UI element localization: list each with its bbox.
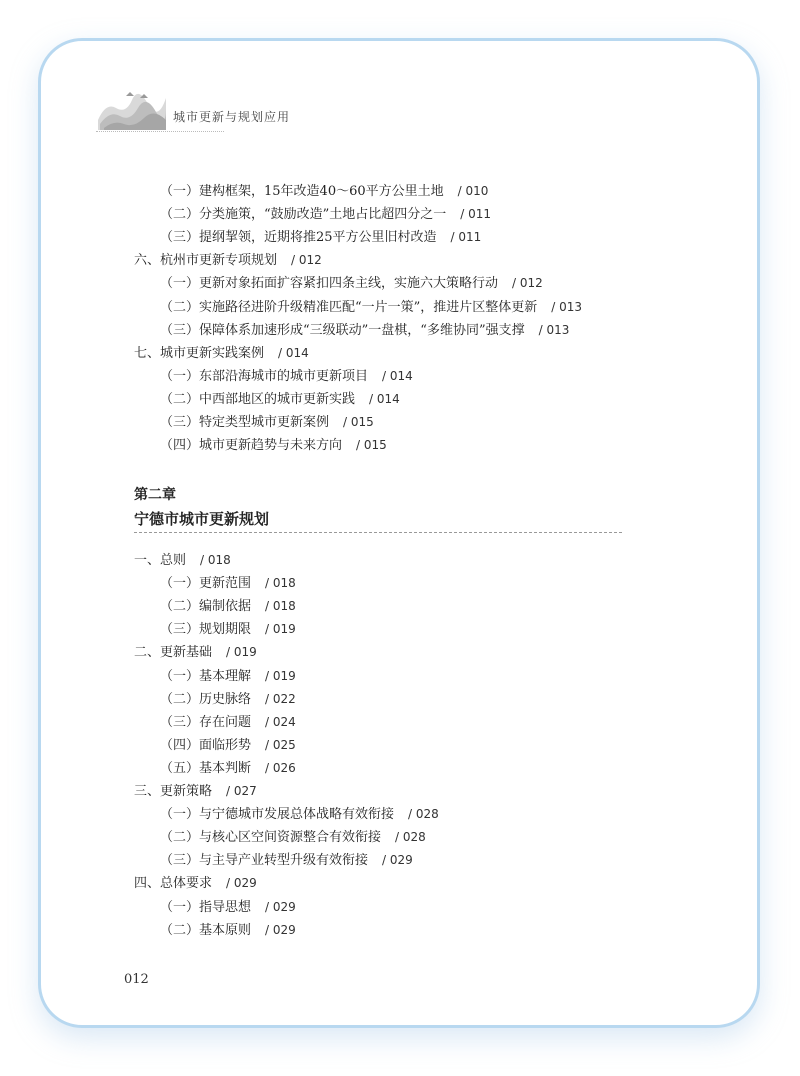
- toc-subsection-entry: [160, 228, 481, 247]
- chapter-number: 第二章: [134, 487, 176, 503]
- toc-entry-page: / 014: [382, 368, 413, 383]
- chapter-title: 宁德市城市更新规划: [134, 510, 270, 528]
- toc-entry-text: 三、更新策略: [134, 784, 213, 799]
- page-number: 012: [124, 972, 149, 987]
- toc-entry-page: / 029: [265, 899, 296, 914]
- header-landscape-logo: [96, 90, 168, 132]
- running-header-title: 城市更新与规划应用: [173, 110, 291, 124]
- toc-entry-text: 七、城市更新实践案例: [134, 345, 265, 361]
- toc-entry-page: / 010: [457, 184, 489, 198]
- toc-entry-page: / 015: [343, 415, 374, 429]
- toc-section-entry: [134, 551, 231, 570]
- toc-subsection-entry: [160, 274, 543, 293]
- toc-subsection-entry: [160, 921, 296, 940]
- toc-entry-page: / 028: [408, 807, 439, 822]
- toc-subsection-entry: [160, 205, 491, 224]
- toc-entry-page: / 029: [226, 876, 257, 891]
- toc-entry-text: （三）与主导产业转型升级有效衔接: [160, 853, 369, 869]
- toc-entry-text: （二）编制依据: [160, 599, 252, 615]
- toc-entry-text: （三）存在问题: [160, 714, 252, 730]
- toc-entry-text: （三）提纲挈领，近期将推25平方公里旧村改造: [160, 230, 437, 246]
- toc-entry-text: （一）建构框架，15年改造40～60平方公里土地: [160, 184, 444, 199]
- toc-subsection-entry: [160, 597, 296, 616]
- toc-subsection-entry: [160, 736, 296, 755]
- toc-subsection-entry: [160, 851, 413, 870]
- toc-entry-page: / 027: [226, 784, 257, 798]
- toc-subsection-entry: [160, 367, 413, 386]
- toc-subsection-entry: [160, 298, 582, 317]
- toc-entry-text: （二）基本原则: [160, 922, 252, 938]
- toc-entry-text: 四、总体要求: [134, 876, 213, 892]
- toc-entry-page: / 013: [538, 322, 570, 337]
- toc-entry-page: / 022: [265, 691, 296, 706]
- toc-entry-text: （五）基本判断: [160, 760, 252, 776]
- toc-entry-page: / 026: [265, 760, 296, 775]
- toc-section-entry: [134, 344, 309, 363]
- toc-entry-text: （一）与宁德城市发展总体战略有效衔接: [160, 807, 395, 823]
- toc-entry-page: / 019: [265, 668, 296, 683]
- toc-entry-page: / 012: [291, 253, 322, 268]
- toc-subsection-entry: [160, 690, 296, 709]
- toc-entry-text: 一、总则: [134, 553, 187, 568]
- toc-entry-page: / 015: [356, 438, 387, 453]
- toc-entry-text: （一）更新范围: [160, 576, 252, 592]
- toc-entry-text: （三）规划期限: [160, 622, 252, 638]
- toc-entry-page: / 029: [265, 922, 296, 937]
- toc-subsection-entry: [160, 574, 296, 593]
- toc-section-entry: [134, 874, 257, 893]
- toc-entry-text: （三）保障体系加速形成“三级联动”一盘棋，“多维协同”强支撑: [160, 322, 525, 338]
- toc-entry-page: / 014: [278, 345, 309, 360]
- toc-entry-text: （三）特定类型城市更新案例: [160, 415, 330, 430]
- toc-entry-text: （一）更新对象拓面扩容紧扣四条主线，实施六大策略行动: [160, 276, 499, 292]
- toc-entry-text: （一）指导思想: [160, 899, 252, 915]
- toc-entry-text: （二）历史脉络: [160, 691, 252, 707]
- toc-subsection-entry: [160, 321, 569, 340]
- toc-entry-page: / 025: [265, 737, 296, 752]
- toc-entry-text: （一）东部沿海城市的城市更新项目: [160, 368, 369, 384]
- toc-entry-text: （四）城市更新趋势与未来方向: [160, 438, 343, 454]
- toc-section-entry: [134, 643, 257, 662]
- toc-entry-page: / 028: [395, 830, 426, 845]
- toc-section-entry: [134, 251, 322, 270]
- toc-entry-page: / 019: [265, 622, 296, 637]
- toc-subsection-entry: [160, 436, 387, 455]
- toc-subsection-entry: [160, 182, 488, 201]
- toc-entry-text: 二、更新基础: [134, 645, 213, 661]
- toc-entry-page: / 024: [265, 714, 296, 729]
- toc-subsection-entry: [160, 413, 374, 432]
- toc-subsection-entry: [160, 390, 400, 409]
- toc-section-entry: [134, 782, 257, 801]
- toc-entry-text: 六、杭州市更新专项规划: [134, 253, 278, 269]
- toc-subsection-entry: [160, 759, 296, 778]
- toc-entry-text: （二）分类施策，“鼓励改造”土地占比超四分之一: [160, 207, 447, 223]
- toc-entry-page: / 014: [369, 391, 400, 406]
- toc-subsection-entry: [160, 620, 296, 639]
- toc-subsection-entry: [160, 713, 296, 732]
- toc-subsection-entry: [160, 828, 426, 847]
- toc-entry-page: / 019: [226, 645, 257, 660]
- toc-entry-page: / 029: [382, 853, 413, 868]
- toc-subsection-entry: [160, 805, 439, 824]
- toc-entry-text: （二）实施路径进阶升级精准匹配“一片一策”，推进片区整体更新: [160, 299, 538, 315]
- toc-entry-page: / 018: [200, 553, 231, 567]
- toc-entry-page: / 011: [460, 207, 492, 222]
- toc-entry-page: / 018: [265, 576, 296, 591]
- toc-subsection-entry: [160, 667, 296, 686]
- toc-entry-page: / 013: [551, 299, 583, 314]
- toc-entry-text: （二）与核心区空间资源整合有效衔接: [160, 830, 382, 846]
- chapter-rule: [134, 532, 622, 533]
- toc-entry-text: （二）中西部地区的城市更新实践: [160, 391, 356, 407]
- toc-entry-text: （四）面临形势: [160, 737, 252, 753]
- toc-subsection-entry: [160, 898, 296, 917]
- toc-entry-page: / 012: [512, 276, 543, 291]
- header-rule: [96, 131, 224, 132]
- toc-entry-text: （一）基本理解: [160, 668, 252, 684]
- toc-entry-page: / 011: [450, 230, 482, 245]
- toc-entry-page: / 018: [265, 599, 296, 614]
